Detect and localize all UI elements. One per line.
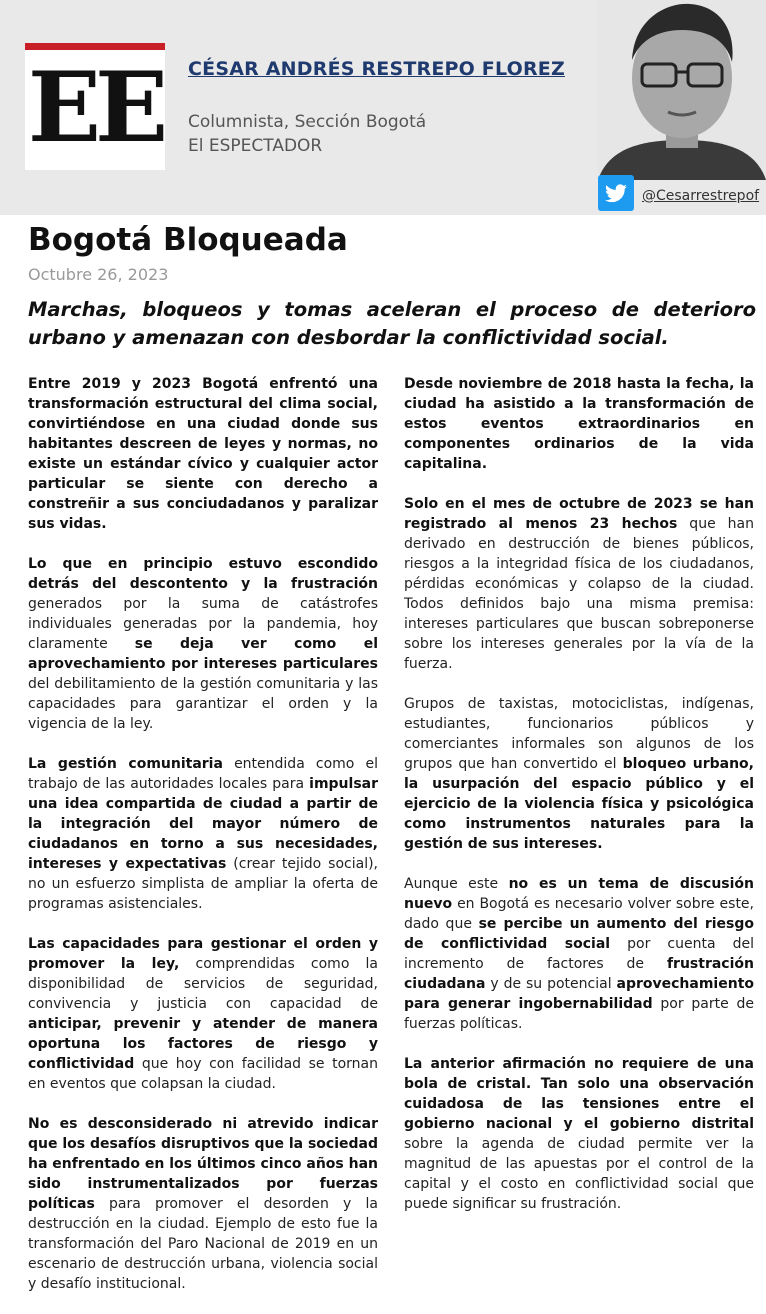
publication-name: El ESPECTADOR [188,136,323,156]
body-text: que han derivado en destrucción de bienes públicos, riesgos a la integridad física de los ciudadanos, pérdidas económicas y colapso de la ciudad. Todos definidos bajo una misma premisa: intereses particulares que buscan sobreponerse sobre los intereses generales por la vía de la fuerza. [404,516,754,672]
bold-text: se percibe un aumento del riesgo de conflictividad social [404,916,754,952]
article-paragraph [404,374,754,474]
article-paragraph [28,934,378,1094]
body-text: (crear tejido social), no un esfuerzo simplista de ampliar la oferta de programas asistenciales. [28,856,378,912]
body-text: sobre la agenda de ciudad permite ver la magnitud de las apuestas por el control de la capital y el costo en conflictividad social que puede significar su frustración. [404,1136,754,1212]
article-paragraph [404,494,754,674]
article-subtitle: Marchas, bloqueos y tomas aceleran el proceso de deterioro urbano y amenazan con desbordar la conflictividad social. [28,298,756,349]
body-text: por cuenta del incremento de factores de [404,936,754,972]
body-text: comprendidas como la disponibilidad de servicios de seguridad, convivencia y justicia con capacidad de [28,956,379,1012]
author-role: Columnista, Sección Bogotá [188,112,427,132]
article-paragraph [404,1054,754,1214]
article-date: Octubre 26, 2023 [28,265,169,284]
article-left-column [28,374,378,1314]
article-paragraph [404,874,754,1034]
bold-text: aprovechamiento para generar ingobernabilidad [404,976,754,1012]
bold-text: Desde noviembre de 2018 hasta la fecha, la ciudad ha asistido a la transformación de estos eventos extraordinarios en componentes ordinarios de la vida capitalina. [404,376,754,472]
bold-text: se deja ver como el aprovechamiento por intereses particulares [28,636,378,672]
body-text: generados por la suma de catástrofes individuales generadas por la pandemia, hoy claramente [28,596,378,652]
bold-text: La anterior afirmación no requiere de una bola de cristal. Tan solo una observación cuidadosa de las tensiones entre el gobierno nacional y el gobierno distrital [404,1056,754,1132]
column-header [0,0,766,215]
bold-text: Lo que en principio estuvo escondido detrás del descontento y la frustración [28,556,378,592]
bold-text: Entre 2019 y 2023 Bogotá enfrentó una transformación estructural del clima social, convirtiéndose en una ciudad donde sus habitantes descreen de leyes y normas, no existe un estándar cívico y cualquier actor particular se siente con derecho a constreñir a sus conciudadanos y paralizar sus vidas. [28,376,378,532]
body-text: en Bogotá es necesario volver sobre este, dado que [404,896,754,932]
body-text: entendida como el trabajo de las autoridades locales para [28,756,378,792]
bold-text: Solo en el mes de octubre de 2023 se han registrado al menos 23 hechos [404,496,754,532]
twitter-handle-link[interactable]: @Cesarrestrepof [642,188,760,204]
body-text: Grupos de taxistas, motociclistas, indígenas, estudiantes, funcionarios públicos y comerciantes informales son algunos de los grupos que han convertido el [404,696,754,772]
logo-letters: EE [27,51,163,164]
bold-text: Las capacidades para gestionar el orden y promover la ley, [28,936,378,972]
article-paragraph [28,374,378,534]
article-paragraph [404,694,754,854]
bold-text: anticipar, prevenir y atender de manera oportuna los factores de riesgo y conflictividad [28,1016,378,1072]
twitter-icon[interactable] [598,175,634,211]
article-right-column [404,374,754,1234]
body-text: para promover el desorden y la destrucción en la ciudad. Ejemplo de esto fue la transformación del Paro Nacional de 2019 en un escenario de destrucción urbana, violencia social y desafío institucional. [28,1196,378,1292]
body-text: por parte de fuerzas políticas. [404,996,755,1032]
body-text: que hoy con facilidad se tornan en eventos que colapsan la ciudad. [28,1056,378,1092]
bold-text: La gestión comunitaria [28,756,223,772]
article-title: Bogotá Bloqueada [28,222,348,258]
el-espectador-logo [25,43,165,170]
author-photo [598,0,766,180]
body-text: y de su potencial [485,976,617,992]
article-paragraph [28,1114,378,1294]
bold-text: No es desconsiderado ni atrevido indicar que los desafíos disruptivos que la sociedad ha enfrentado en los últimos cinco años han sido instrumentalizados por fuerzas políticas [28,1116,378,1212]
article-paragraph [28,554,378,734]
bold-text: no es un tema de discusión nuevo [404,876,755,912]
logo-red-bar [25,43,165,50]
article-paragraph [28,754,378,914]
bold-text: impulsar una idea compartida de ciudad a partir de la integración del mayor número de ciudadanos en torno a sus necesidades, intereses y expectativas [28,776,378,872]
bold-text: frustración ciudadana [404,956,754,992]
body-text: del debilitamiento de la gestión comunitaria y las capacidades para garantizar el orden y la vigencia de la ley. [28,676,378,732]
author-name-link[interactable]: CÉSAR ANDRÉS RESTREPO FLOREZ [188,58,565,80]
body-text: Aunque este [404,876,509,892]
bold-text: bloqueo urbano, la usurpación del espacio público y el ejercicio de la violencia física y psicológica como instrumentos naturales para la gestión de sus intereses. [404,756,754,852]
